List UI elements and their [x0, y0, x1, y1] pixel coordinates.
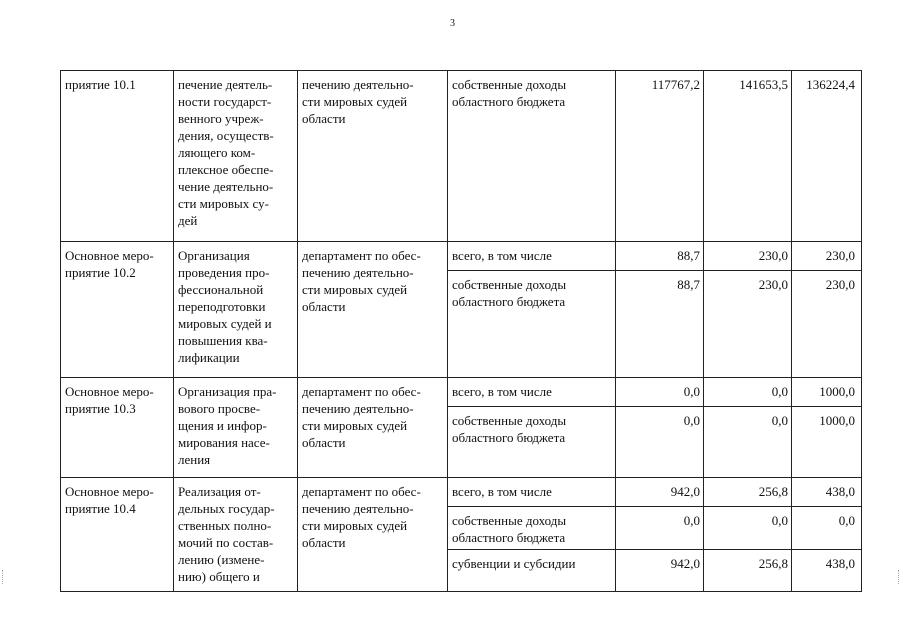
executor-cell: департамент по обес- печению деятельно- сти мировых судей области [298, 478, 448, 592]
funding-source-cell: собственные доходы областного бюджета [448, 407, 616, 478]
measure-name-cell: печение деятель- ности государст- венного учреж- дения, осуществ- ляющего ком- плексное обеспе- чение деятельно- сти мировых су- дей [174, 71, 298, 242]
value-year-3: 438,0 [792, 478, 862, 507]
funding-source-cell: всего, в том числе [448, 378, 616, 407]
value-year-2: 0,0 [704, 407, 792, 478]
value-year-3: 136224,4 [792, 71, 862, 242]
table-row [61, 71, 862, 242]
value-year-2: 0,0 [704, 507, 792, 550]
measure-name-cell: Реализация от- дельных государ- ственных полно- мочий по состав- лению (измене- нию) общего и [174, 478, 298, 592]
value-year-2: 256,8 [704, 478, 792, 507]
budget-table [60, 70, 862, 592]
value-year-1: 117767,2 [616, 71, 704, 242]
value-year-3: 230,0 [792, 242, 862, 271]
value-year-3: 438,0 [792, 550, 862, 592]
scan-edge-mark [898, 570, 903, 584]
measure-name-cell: Организация пра- вового просве- щения и инфор- мирования насе- ления [174, 378, 298, 478]
value-year-2: 141653,5 [704, 71, 792, 242]
table-row [61, 478, 862, 507]
value-year-3: 1000,0 [792, 378, 862, 407]
measure-cell: приятие 10.1 [61, 71, 174, 242]
executor-cell: печению деятельно- сти мировых судей области [298, 71, 448, 242]
value-year-3: 0,0 [792, 507, 862, 550]
value-year-1: 942,0 [616, 478, 704, 507]
value-year-2: 230,0 [704, 271, 792, 378]
funding-source-cell: всего, в том числе [448, 242, 616, 271]
value-year-2: 230,0 [704, 242, 792, 271]
table-row [61, 242, 862, 271]
table-row [61, 378, 862, 407]
funding-source-cell: собственные доходы областного бюджета [448, 271, 616, 378]
funding-source-cell: собственные доходы областного бюджета [448, 507, 616, 550]
measure-cell: Основное меро- приятие 10.2 [61, 242, 174, 378]
measure-cell: Основное меро- приятие 10.4 [61, 478, 174, 592]
executor-cell: департамент по обес- печению деятельно- сти мировых судей области [298, 242, 448, 378]
value-year-3: 1000,0 [792, 407, 862, 478]
value-year-1: 0,0 [616, 378, 704, 407]
value-year-2: 0,0 [704, 378, 792, 407]
value-year-1: 942,0 [616, 550, 704, 592]
value-year-1: 88,7 [616, 271, 704, 378]
value-year-1: 88,7 [616, 242, 704, 271]
funding-source-cell: собственные доходы областного бюджета [448, 71, 616, 242]
value-year-2: 256,8 [704, 550, 792, 592]
value-year-3: 230,0 [792, 271, 862, 378]
value-year-1: 0,0 [616, 507, 704, 550]
page-number: 3 [450, 18, 455, 29]
funding-source-cell: всего, в том числе [448, 478, 616, 507]
value-year-1: 0,0 [616, 407, 704, 478]
funding-source-cell: субвенции и субсидии [448, 550, 616, 592]
executor-cell: департамент по обес- печению деятельно- сти мировых судей области [298, 378, 448, 478]
measure-name-cell: Организация проведения про- фессиональной переподготовки мировых судей и повышения ква- лификации [174, 242, 298, 378]
scan-edge-mark [2, 570, 7, 584]
measure-cell: Основное меро- приятие 10.3 [61, 378, 174, 478]
